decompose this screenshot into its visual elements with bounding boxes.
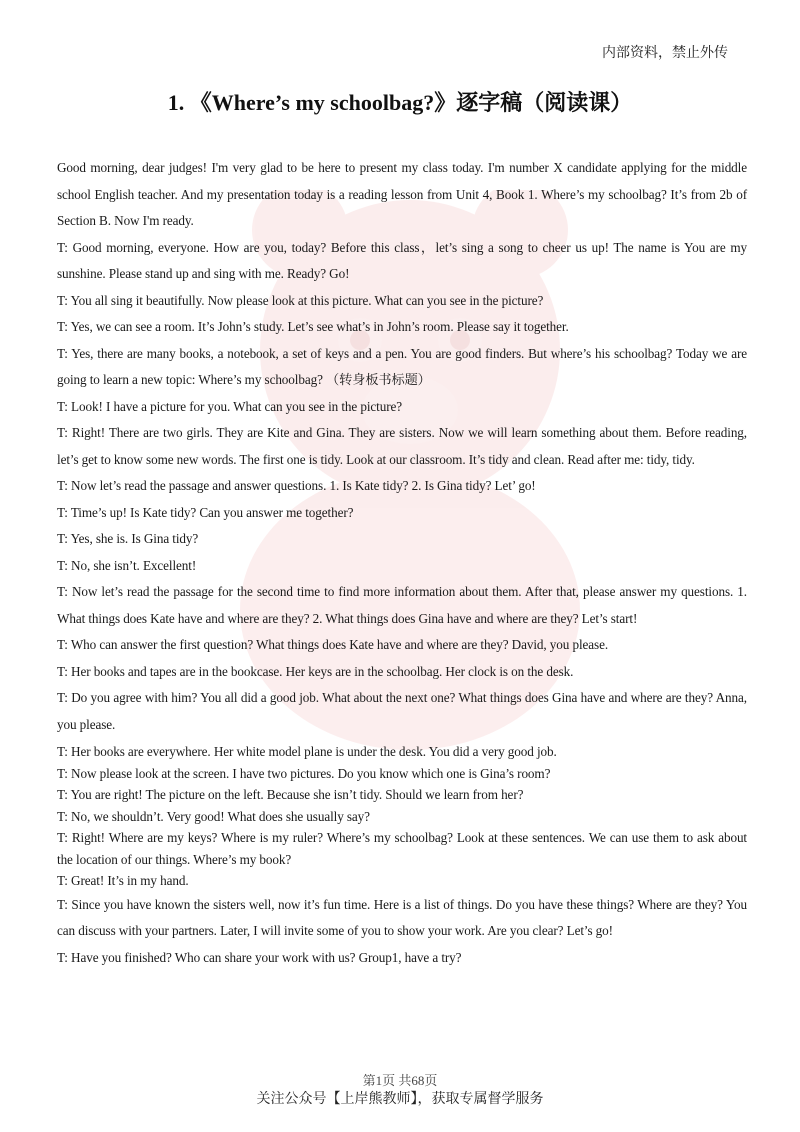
paragraph: T: Now let’s read the passage and answer questions. 1. Is Kate tidy? 2. Is Gina tidy? Let’ go! — [57, 478, 536, 493]
paragraph: T: Now let’s read the passage for the second time to find more information about them. After that, please answer my questions. 1. What things does Kate have and where are they? 2. What things does Gina have and where are they? Let’s start! — [57, 584, 747, 626]
paragraph: T: You are right! The picture on the left. Because she isn’t tidy. Should we learn from her? — [57, 787, 524, 802]
paragraph: T: Great! It’s in my hand. — [57, 873, 189, 888]
paragraph: T: Right! There are two girls. They are Kite and Gina. They are sisters. Now we will learn something about them. Before reading, let’s get to know some new words. The first one is tidy. Look at our classroom. It’s tidy and clean. Read after me: tidy, tidy. — [57, 425, 747, 467]
paragraph: T: Have you finished? Who can share your work with us? Group1, have a try? — [57, 949, 462, 965]
paragraph: T: Right! Where are my keys? Where is my ruler? Where’s my schoolbag? Look at these sentences. We can use them to ask about the location of our things. Where’s my book? — [57, 830, 747, 867]
paragraph: T: Time’s up! Is Kate tidy? Can you answer me together? — [57, 504, 354, 520]
document-body — [57, 155, 747, 971]
follow-notice: 关注公众号【上岸熊教师】，获取专属督学服务 — [256, 1091, 544, 1107]
paragraph: T: Who can answer the first question? What things does Kate have and where are they? David, you please. — [57, 637, 609, 652]
page-title: 1. 《Where’s my schoolbag?》逐字稿（阅读课） — [167, 90, 633, 115]
paragraph: T: Yes, we can see a room. It’s John’s study. Let’s see what’s in John’s room. Please say it together. — [57, 319, 569, 334]
paragraph: T: Good morning, everyone. How are you, today? Before this class，let’s sing a song to cheer us up! The name is You are my sunshine. Please stand up and sing with me. Ready? Go! — [57, 239, 747, 281]
paragraph: T: Her books are everywhere. Her white model plane is under the desk. You did a very good job. — [57, 744, 557, 759]
paragraph: T: Look! I have a picture for you. What can you see in the picture? — [57, 398, 403, 414]
paragraph: Good morning, dear judges! I'm very glad to be here to present my class today. I'm number X candidate applying for the middle school English teacher. And my presentation today is a reading lesson from Unit 4, Book 1. Where’s my schoolbag? It’s from 2b of Section B. Now I'm ready. — [57, 160, 747, 228]
paragraph: T: Her books and tapes are in the bookcase. Her keys are in the schoolbag. Her clock is on the desk. — [57, 663, 574, 679]
paragraph: T: Now please look at the screen. I have two pictures. Do you know which one is Gina’s room? — [57, 765, 551, 781]
paragraph: T: Since you have known the sisters well, now it’s fun time. Here is a list of things. Do you have these things? Where are they? You can discuss with your partners. Later, I will invite some of you to show your work. Are you clear? Let’s go! — [57, 896, 747, 938]
paragraph: T: Yes, there are many books, a notebook, a set of keys and a pen. You are good finders. But where’s his schoolbag? Today we are going to learn a new topic: Where’s my schoolbag? （转身板书标题） — [57, 345, 747, 387]
paragraph: T: Yes, she is. Is Gina tidy? — [57, 531, 199, 546]
page-number: 第1页 共68页 — [362, 1073, 438, 1088]
paragraph: T: No, she isn’t. Excellent! — [57, 557, 197, 573]
paragraph: T: Do you agree with him? You all did a good job. What about the next one? What things does Gina have and where are they? Anna, you please. — [57, 690, 747, 732]
faded-header-strip — [260, 6, 540, 20]
page-footer — [0, 1072, 800, 1108]
paragraph: T: No, we shouldn’t. Very good! What does she usually say? — [57, 808, 370, 824]
paragraph: T: You all sing it beautifully. Now please look at this picture. What can you see in the picture? — [57, 292, 544, 308]
internal-notice: 内部资料，禁止外传 — [602, 45, 728, 61]
